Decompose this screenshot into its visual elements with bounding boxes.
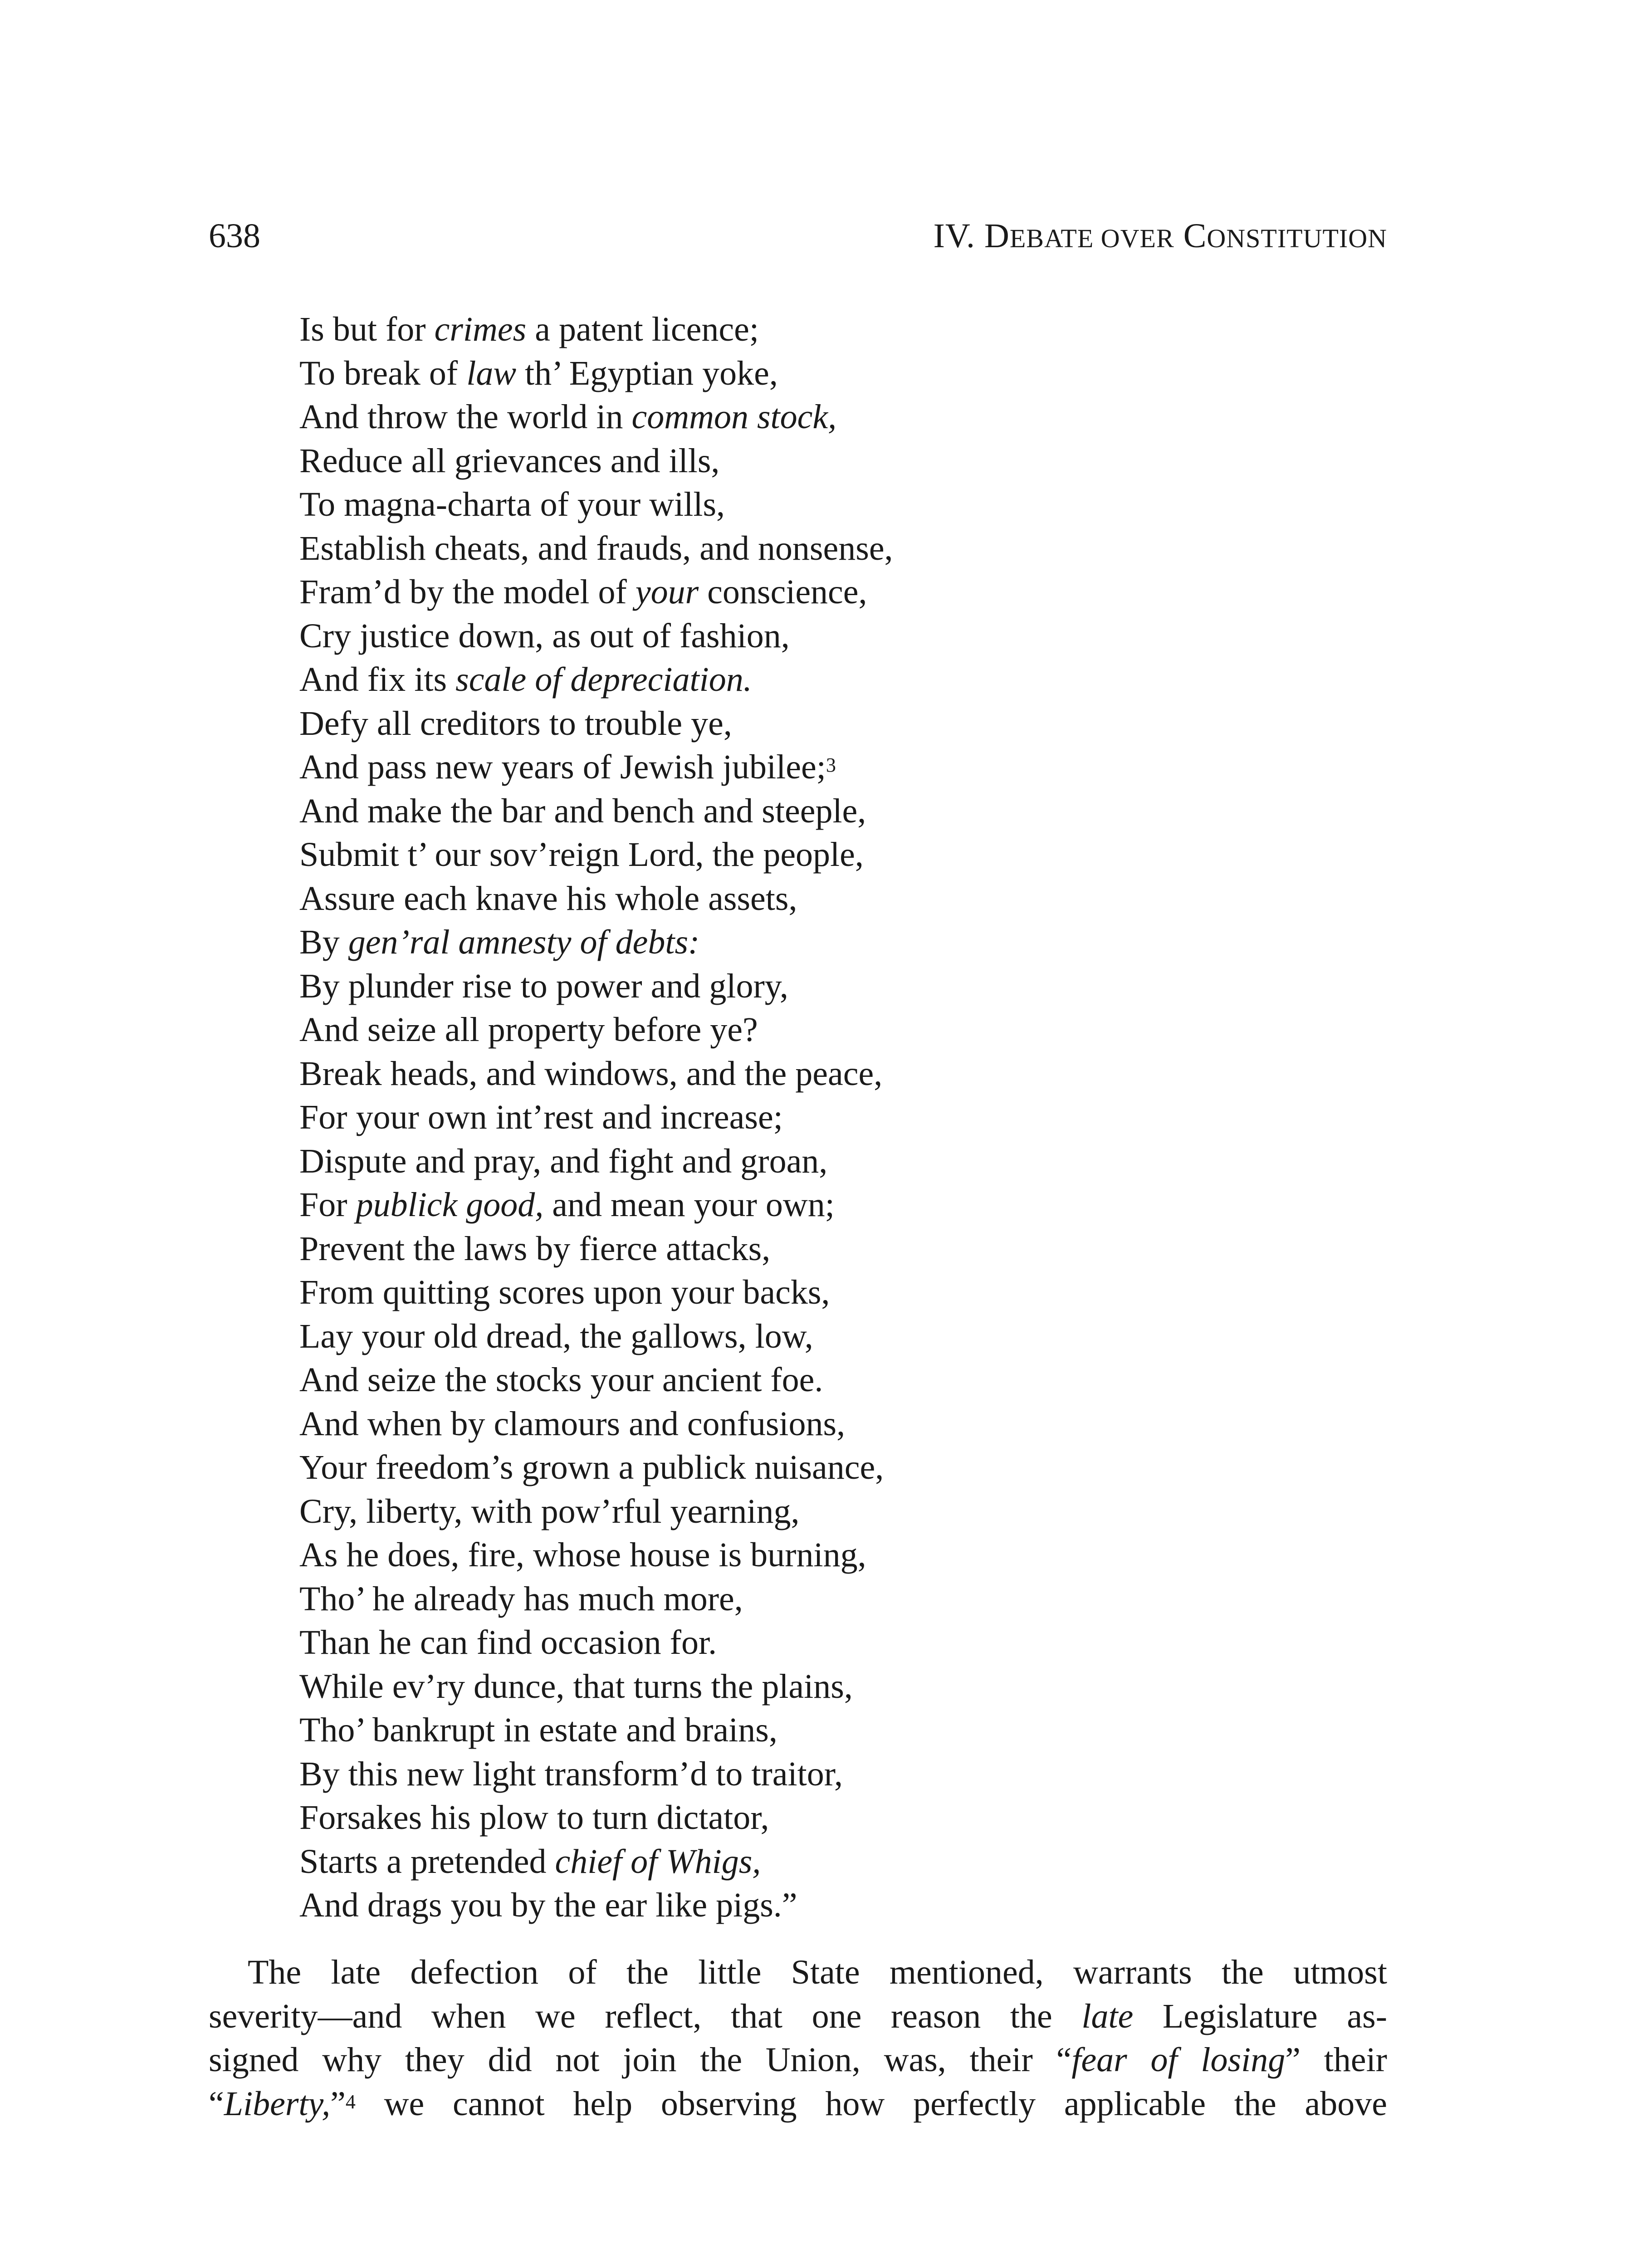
poem-line [299, 920, 893, 964]
text-segment: Reduce all grievances and ills, [299, 441, 720, 480]
poem-line [299, 1490, 893, 1534]
italic-text: fear of losing [1071, 2041, 1286, 2079]
text-segment: And pass new years of Jewish jubilee; [299, 748, 826, 786]
text-segment: As he does, fire, whose house is burning, [299, 1536, 866, 1574]
text-segment: Legislature as- [1133, 1997, 1388, 2035]
poem-line [299, 1840, 893, 1884]
text-segment: And throw the world in [299, 398, 632, 436]
text-segment: Tho’ he already has much more, [299, 1579, 743, 1618]
prose-line [209, 1994, 1387, 2038]
poem-line [299, 308, 893, 352]
text-segment: To break of [299, 354, 467, 392]
prose-paragraph [209, 1950, 1387, 2126]
text-segment: Cry justice down, as out of fashion, [299, 616, 790, 655]
text-segment: For [299, 1186, 356, 1224]
poem-line [299, 527, 893, 571]
text-segment: Submit t’ our sov’reign Lord, the people, [299, 836, 864, 874]
text-segment: Assure each knave his whole assets, [299, 879, 797, 918]
poem-line [299, 1883, 893, 1927]
poem-line [299, 702, 893, 746]
text-segment: Your freedom’s grown a publick nuisance, [299, 1448, 884, 1486]
running-head-prefix: IV. D [933, 217, 1010, 255]
poem-line [299, 570, 893, 614]
text-segment: By [299, 923, 348, 961]
text-segment: th’ Egyptian yoke, [516, 354, 778, 392]
text-segment: The late defection of the little State mentioned, warrants the utmost [248, 1953, 1387, 1991]
poem-line [299, 1183, 893, 1227]
text-segment: signed why they did not join the Union, was, their “ [209, 2041, 1072, 2079]
text-segment: And seize the stocks your ancient foe. [299, 1361, 823, 1399]
poem-line [299, 1008, 893, 1052]
text-segment: And when by clamours and confusions, [299, 1404, 846, 1443]
poem-line [299, 1052, 893, 1096]
poem-line [299, 352, 893, 396]
text-segment: To magna-charta of your wills, [299, 485, 725, 523]
text-segment: Defy all creditors to trouble ye, [299, 704, 732, 743]
poem-line [299, 1315, 893, 1359]
poem-line [299, 395, 893, 439]
text-segment: Than he can find occasion for. [299, 1623, 717, 1662]
text-segment: ” their [1285, 2041, 1387, 2079]
text-segment: Tho’ bankrupt in estate and brains, [299, 1711, 777, 1749]
poem-line [299, 1271, 893, 1315]
text-segment: conscience, [699, 573, 867, 611]
poem-line [299, 1708, 893, 1752]
poem-line [299, 1533, 893, 1577]
poem-line [299, 1796, 893, 1840]
italic-text: chief of Whigs, [555, 1842, 761, 1881]
text-segment: Forsakes his plow to turn dictator, [299, 1799, 769, 1837]
poem-line [299, 833, 893, 877]
text-segment: Dispute and pray, and fight and groan, [299, 1142, 828, 1180]
poem-line [299, 439, 893, 483]
poem-line [299, 483, 893, 527]
poem-line [299, 1402, 893, 1446]
text-segment: From quitting scores upon your backs, [299, 1273, 830, 1311]
poem-line [299, 1577, 893, 1621]
italic-text: law [466, 354, 517, 392]
running-head [934, 219, 1387, 253]
text-segment: Establish cheats, and frauds, and nonsense, [299, 529, 893, 567]
prose-line [209, 2038, 1387, 2082]
poem-line [299, 1095, 893, 1139]
prose-line [209, 1950, 1387, 1994]
italic-text: gen’ral amnesty of debts: [348, 923, 700, 961]
poem-line [299, 1621, 893, 1665]
text-segment: While ev’ry dunce, that turns the plains, [299, 1667, 853, 1706]
text-segment: we cannot help observing how perfectly applicable the above [355, 2084, 1387, 2123]
poem-line [299, 877, 893, 921]
poem-line [299, 1227, 893, 1271]
text-segment: Prevent the laws by fierce attacks, [299, 1229, 771, 1268]
text-segment: Cry, liberty, with pow’rful yearning, [299, 1492, 800, 1530]
text-segment: “ [209, 2084, 224, 2123]
italic-text: your [635, 573, 699, 611]
text-segment: For your own int’rest and increase; [299, 1098, 783, 1136]
text-segment: And drags you by the ear like pigs.” [299, 1886, 797, 1924]
poem-line [299, 1358, 893, 1402]
prose-line [209, 2082, 1387, 2126]
poem-line [299, 789, 893, 833]
text-segment: a patent licence; [526, 310, 759, 348]
footnote-marker[interactable]: 4 [345, 2090, 356, 2113]
italic-text: publick good, [356, 1186, 544, 1224]
text-segment: and mean your own; [543, 1186, 835, 1224]
poem [299, 308, 893, 1927]
text-segment: Lay your old dread, the gallows, low, [299, 1317, 813, 1355]
running-head-smallcaps-2: ONSTITUTION [1207, 224, 1387, 253]
italic-text: Liberty, [224, 2084, 331, 2123]
text-segment: Starts a pretended [299, 1842, 555, 1881]
poem-line [299, 1139, 893, 1183]
poem-line [299, 658, 893, 702]
poem-line [299, 614, 893, 658]
text-segment: severity—and when we reflect, that one reason the [209, 1997, 1082, 2035]
text-segment: Break heads, and windows, and the peace, [299, 1054, 883, 1093]
italic-text: common stock, [631, 398, 837, 436]
page-number: 638 [209, 217, 260, 255]
poem-line [299, 1752, 893, 1796]
running-head-mid: C [1174, 217, 1207, 255]
text-segment: And seize all property before ye? [299, 1011, 758, 1049]
italic-text: scale of depreciation. [455, 660, 752, 699]
footnote-marker[interactable]: 3 [826, 754, 836, 776]
poem-line [299, 745, 893, 789]
italic-text: late [1081, 1997, 1134, 2035]
text-segment: ” [330, 2084, 346, 2123]
text-segment: Is but for [299, 310, 435, 348]
text-segment: By this new light transform’d to traitor, [299, 1755, 843, 1793]
running-head-smallcaps-1: EBATE OVER [1009, 224, 1174, 253]
poem-line [299, 1665, 893, 1709]
text-segment: And fix its [299, 660, 456, 699]
text-segment: By plunder rise to power and glory, [299, 967, 788, 1005]
text-segment: Fram’d by the model of [299, 573, 636, 611]
italic-text: crimes [434, 310, 527, 348]
poem-line [299, 1446, 893, 1490]
poem-line [299, 964, 893, 1008]
text-segment: And make the bar and bench and steeple, [299, 792, 866, 830]
